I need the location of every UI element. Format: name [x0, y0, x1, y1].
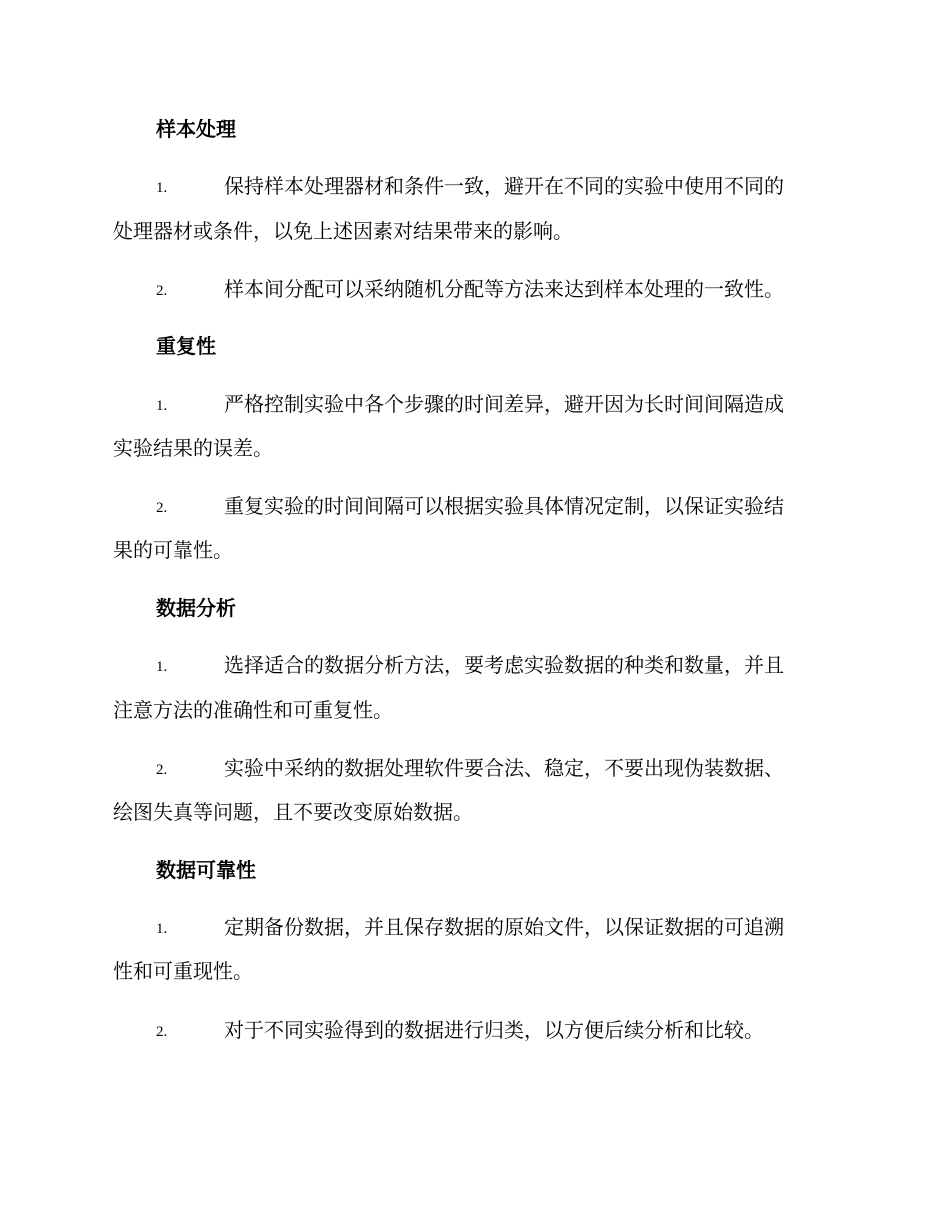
list-item-number: 2.	[156, 283, 168, 299]
list-item-number: 2.	[156, 1024, 168, 1040]
list-item-text: 严格控制实验中各个步骤的时间差异，避开因为长时间间隔造成	[224, 392, 784, 416]
section-heading-data-analysis: 数据分析	[156, 596, 236, 620]
list-item-text-continued: 注意方法的准确性和可重复性。	[113, 698, 393, 722]
list-item-number: 1.	[156, 921, 168, 937]
list-item-text-continued: 实验结果的误差。	[113, 436, 273, 460]
list-item-text-continued: 处理器材或条件，以免上述因素对结果带来的影响。	[113, 219, 573, 243]
list-item-text: 实验中采纳的数据处理软件要合法、稳定，不要出现伪装数据、	[224, 756, 784, 780]
section-heading-sample-processing: 样本处理	[156, 117, 236, 141]
list-item-text: 定期备份数据，并且保存数据的原始文件，以保证数据的可追溯	[224, 915, 784, 939]
list-item-text: 样本间分配可以采纳随机分配等方法来达到样本处理的一致性。	[224, 277, 784, 301]
section-heading-repeatability: 重复性	[156, 334, 216, 358]
list-item-text-continued: 果的可靠性。	[113, 538, 233, 562]
list-item-text-continued: 绘图失真等问题，且不要改变原始数据。	[113, 800, 473, 824]
list-item-number: 2.	[156, 762, 168, 778]
section-heading-data-reliability: 数据可靠性	[156, 858, 256, 882]
list-item-number: 1.	[156, 398, 168, 414]
list-item-number: 2.	[156, 500, 168, 516]
list-item-text-continued: 性和可重现性。	[113, 959, 253, 983]
list-item-number: 1.	[156, 659, 168, 675]
list-item-text: 对于不同实验得到的数据进行归类，以方便后续分析和比较。	[224, 1018, 764, 1042]
list-item-text: 保持样本处理器材和条件一致，避开在不同的实验中使用不同的	[224, 174, 784, 198]
list-item-text: 选择适合的数据分析方法，要考虑实验数据的种类和数量，并且	[224, 653, 784, 677]
list-item-text: 重复实验的时间间隔可以根据实验具体情况定制，以保证实验结	[224, 494, 784, 518]
list-item-number: 1.	[156, 180, 168, 196]
